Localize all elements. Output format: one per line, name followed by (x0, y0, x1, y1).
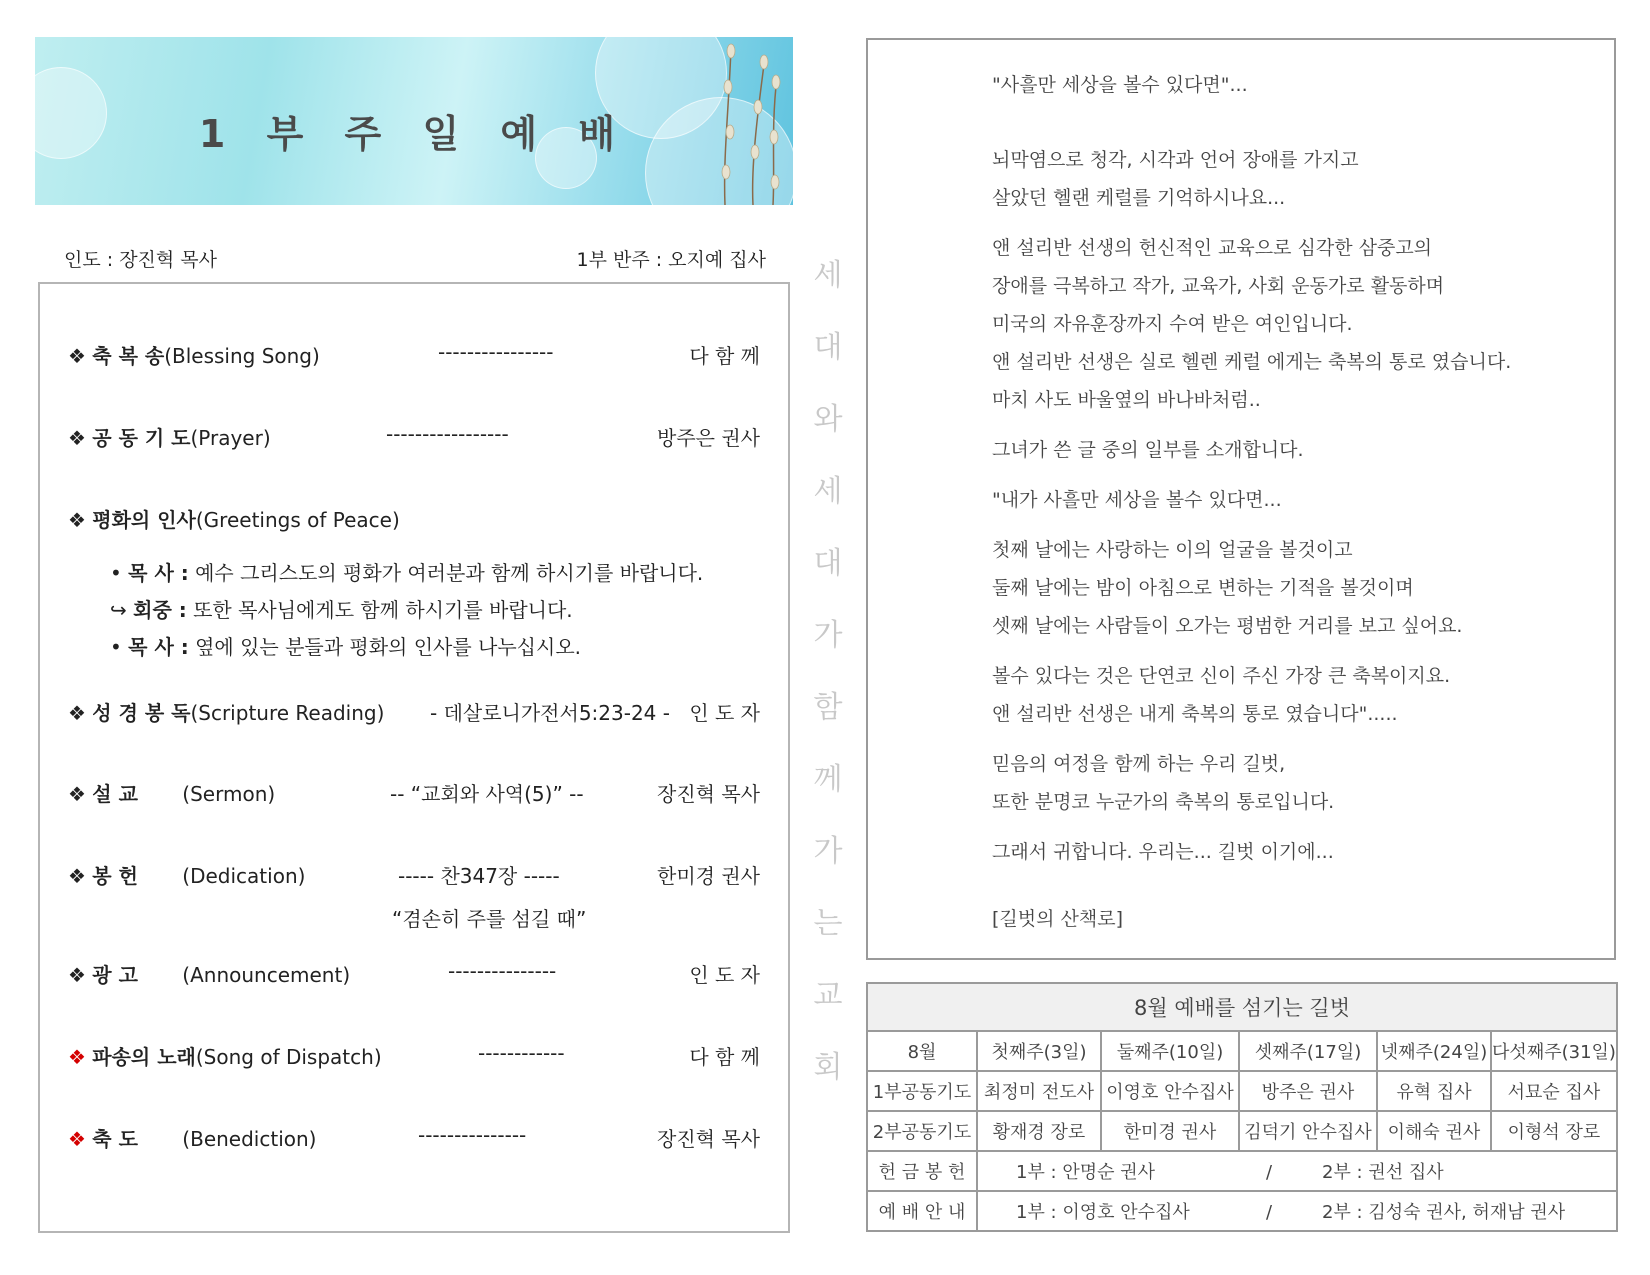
table-row: 예 배 안 내 1부 : 이영호 안수집사 / 2부 : 김성숙 권사, 허재남 권사 (867, 1191, 1617, 1231)
essay-line: 앤 설리반 선생은 실로 헬렌 케럴 에게는 축복의 통로 였습니다. (992, 351, 1512, 373)
order-of-service: ❖ 축 복 송(Blessing Song) ---------------- 다 함 께 ❖ 공 동 기 도(Prayer) ----------------- 방주은 권사 ❖ 평화의 인사(Greetings of Peace) • 목 사 : 예수 그리스도의 평화가 여러분과 함께 하시기를 바랍니다. ↪ 회중 : 또한 목사님에게도 함께 하시기를 바랍니다. • 목 사 : 옆에 있는 분들과 평화의 인사를 나누십시오. ❖ 성 경 봉 독(Scripture Reading) - 데살로니가전서5:23-24 - 인 도 자 ❖ 설 교 (Sermon) -- “교회와 사역(5)” -- 장진혁 목사 ❖ 봉 헌 (Dedication) ----- 찬347장 ----- 한미경 권사 “겸손히 주를 섬길 때” ❖ 광 고 (Announcement) --------------- 인 도 자 ❖ 파송의 노래(Song of Dispatch) ------------ 다 함 께 ❖ 축 도 (Benediction) --------------- 장진혁 목사 (38, 282, 790, 1233)
essay-line: 믿음의 여정을 함께 하는 우리 길벗, (992, 753, 1286, 775)
essay-line: 둘째 날에는 밤이 아침으로 변하는 기적을 볼것이며 (992, 577, 1414, 599)
essay-line: 그녀가 쓴 글 중의 일부를 소개합니다. (992, 439, 1304, 461)
essay-line: 장애를 극복하고 작가, 교육가, 사회 운동가로 활동하며 (992, 275, 1445, 297)
dedication-hymn: “겸손히 주를 섬길 때” (392, 907, 587, 931)
service-title: 1 부 주 일 예 배 (198, 112, 630, 156)
essay-line: 앤 설리반 선생은 내게 축복의 통로 였습니다"..... (992, 703, 1398, 725)
essay-line: 셋째 날에는 사람들이 오가는 평범한 거리를 보고 싶어요. (992, 615, 1463, 637)
header-banner (35, 37, 793, 205)
table-row: 2부공동기도 황재경 장로 한미경 권사 김덕기 안수집사 이해숙 권사 이형석 장로 (867, 1111, 1617, 1151)
table-row: 헌 금 봉 헌 1부 : 안명순 권사 / 2부 : 권선 집사 (867, 1151, 1617, 1191)
essay-line: 볼수 있다는 것은 단연코 신이 주신 가장 큰 축복이지요. (992, 665, 1451, 687)
vertical-motto: 세 대 와 세 대 가 함 께 가 는 교 회 (813, 258, 843, 1085)
serving-schedule-table (866, 982, 1618, 1232)
peace-line: • 목 사 : 옆에 있는 분들과 평화의 인사를 나누십시오. (110, 635, 581, 659)
essay-line: "내가 사흘만 세상을 볼수 있다면... (992, 489, 1282, 511)
essay-box (866, 38, 1616, 960)
essay-title: "사흘만 세상을 볼수 있다면"... (992, 74, 1248, 96)
worship-leader: 인도 : 장진혁 목사 (64, 249, 217, 271)
essay-line: 미국의 자유훈장까지 수여 받은 여인입니다. (992, 313, 1353, 335)
essay-line: 그래서 귀합니다. 우리는... 길벗 이기에... (992, 841, 1334, 863)
essay-source: [길벗의 산책로] (992, 908, 1123, 930)
essay-line: 살았던 헬랜 케럴를 기억하시나요... (992, 187, 1286, 209)
accompanist: 1부 반주 : 오지예 집사 (576, 249, 766, 271)
essay-line: 앤 설리반 선생의 헌신적인 교육으로 심각한 삼중고의 (992, 237, 1433, 259)
table-row: 1부공동기도 최정미 전도사 이영호 안수집사 방주은 권사 유혁 집사 서묘순 집사 (867, 1071, 1617, 1111)
schedule-title: 8월 예배를 섬기는 길벗 (867, 983, 1617, 1031)
essay-line: 뇌막염으로 청각, 시각과 언어 장애를 가지고 (992, 149, 1359, 171)
peace-line: ↪ 회중 : 또한 목사님에게도 함께 하시기를 바랍니다. (110, 598, 573, 622)
essay-line: 마치 사도 바울옆의 바나바처럼.. (992, 389, 1261, 411)
essay-line: 첫째 날에는 사랑하는 이의 얼굴을 볼것이고 (992, 539, 1353, 561)
peace-line: • 목 사 : 예수 그리스도의 평화가 여러분과 함께 하시기를 바랍니다. (110, 561, 704, 585)
essay-line: 또한 분명코 누군가의 축복의 통로입니다. (992, 791, 1335, 813)
table-row: 8월 첫째주(3일) 둘째주(10일) 셋째주(17일) 넷째주(24일) 다섯째주(31일) (867, 1031, 1617, 1071)
